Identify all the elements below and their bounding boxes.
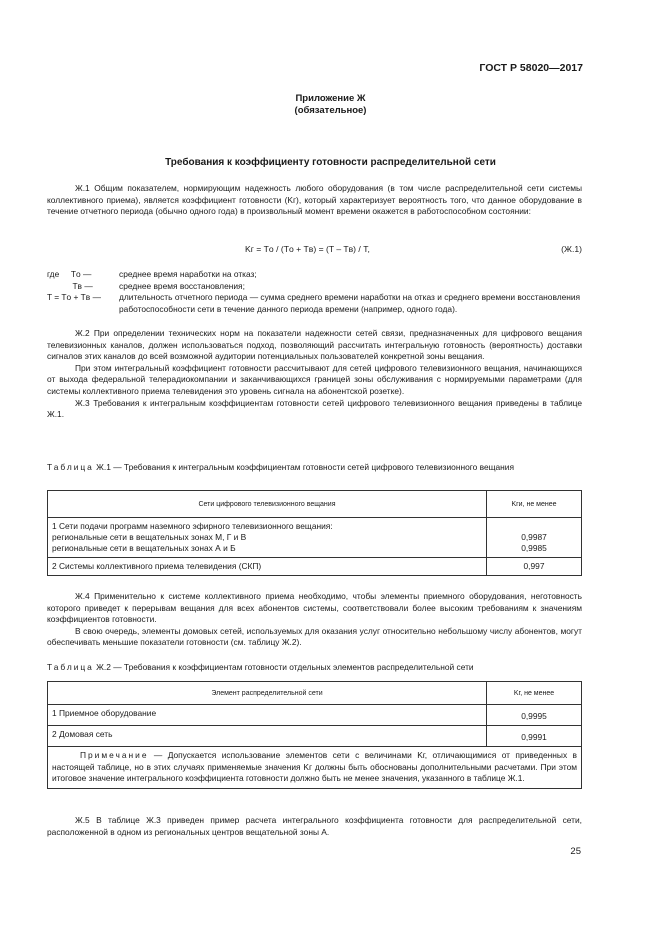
table-cell: 2 Домовая сеть (48, 726, 487, 747)
paragraph-text: Ж.3 Требования к интегральным коэффициентам готовности сетей цифрового телевизионного вещания приведены в таблице Ж.1. (47, 397, 582, 420)
formula-number: (Ж.1) (561, 244, 582, 254)
cell-text: региональные сети в вещательных зонах А и Б (52, 543, 236, 553)
table-cell: 0,997 (487, 558, 582, 576)
definition-symbol: где Tо — (47, 269, 92, 279)
paragraph-text: Ж.1 Общим показателем, нормирующим надежность любого оборудования (в том числе распределительной сети системы коллективного приема), является коэффициент готовности (Kг), который характеризует вероятность того, что данное оборудование в течение отчетного периода (обычно одного года) в произвольный момент времени окажется в работоспособном состоянии: (47, 183, 582, 217)
table-cell: 0,9991 (487, 726, 582, 747)
table1-caption (47, 462, 582, 474)
table-header-row (48, 491, 582, 518)
page-number: 25 (570, 846, 581, 857)
annex-heading (0, 93, 661, 117)
definition-row (47, 269, 582, 281)
formula-expression: Kг = Tо / (Tо + Tв) = (T – Tв) / T, (245, 244, 370, 254)
paragraph-zh1 (47, 183, 582, 218)
definition-row (47, 281, 582, 293)
caption-word: Таблица (47, 662, 94, 672)
note-word: Примечание (80, 750, 149, 760)
definition-symbol: T = Tо + Tв — (47, 292, 101, 303)
definition-text: среднее время наработки на отказ; (119, 269, 257, 279)
column-header: Kг, не менее (487, 682, 582, 705)
table-zh2 (47, 681, 582, 789)
paragraph-zh5 (47, 815, 582, 838)
column-header: Элемент распределительной сети (48, 682, 487, 705)
paragraph-text: В свою очередь, элементы домовых сетей, используемых для оказания услуг относительно небольшому числу абонентов, могут обеспечивать меньшие показатели готовности (см. таблицу Ж.2). (47, 625, 582, 648)
paragraph-zh2 (47, 328, 582, 421)
paragraph-text: При этом интегральный коэффициент готовности рассчитывают для сетей цифрового телевизионного вещания, начинающихся от выхода федеральной телерадиокомпании и заканчивающихся границей зоны обслуживания с нормируемыми параметрами (для системы коллективного приема телевидения это уровень сигнала на абонентской розетке). (47, 362, 582, 396)
table-row (48, 726, 582, 747)
table-row (48, 705, 582, 726)
annex-title: Приложение Ж (295, 93, 366, 104)
cell-text: региональные сети в вещательных зонах М, Г и В (52, 532, 247, 542)
cell-value: 0,9987 (521, 532, 547, 542)
definition-text: среднее время восстановления; (119, 280, 245, 291)
standard-number: ГОСТ Р 58020—2017 (479, 62, 583, 74)
definition-row (47, 292, 582, 315)
table-note-row (48, 747, 582, 789)
definition-symbol: Tв — (47, 280, 93, 291)
table-row (48, 558, 582, 576)
caption-word: Таблица (47, 462, 94, 472)
table-zh1 (47, 490, 582, 576)
note-text (52, 750, 577, 785)
paragraph-zh4 (47, 591, 582, 649)
column-header: Kги, не менее (487, 491, 582, 518)
paragraph-text: Ж.2 При определении технических норм на показатели надежности сетей связи, предназначенных для цифрового вещания телевизионных каналов, должен использоваться подход, позволяющий рассчитать интегральную готовность (вероятность) доставки сигналов этих каналов до всей возможной аудитории потенциальных пользователей конкретной зоны вещания. (47, 328, 582, 362)
definition-text: длительность отчетного периода — сумма среднего времени наработки на отказ и среднего времени восстановления работоспособности сети в течение данного периода времени (например, одного года). (119, 292, 581, 314)
table-cell: 1 Приемное оборудование (48, 705, 487, 726)
column-header: Сети цифрового телевизионного вещания (48, 491, 487, 518)
table2-caption (47, 662, 582, 674)
table-header-row (48, 682, 582, 705)
table-cell: 0,9995 (487, 705, 582, 726)
paragraph-text: Ж.4 Применительно к системе коллективного приема необходимо, чтобы элементы приемного оборудования, неготовность которого приведет к перерывам вещания для всех абонентов системы, соответствовали более высоким требованиям к значениям коэффициентов готовности. (47, 591, 582, 625)
table-cell (487, 518, 582, 558)
annex-status: (обязательное) (294, 105, 367, 116)
section-title: Требования к коэффициенту готовности распределительной сети (165, 157, 496, 168)
table-cell: 2 Системы коллективного приема телевидения (СКП) (48, 558, 487, 576)
cell-value: 0,9985 (521, 543, 547, 553)
formula-definitions (47, 269, 582, 315)
table-row (48, 518, 582, 558)
cell-text: 1 Сети подачи программ наземного эфирного телевизионного вещания: (52, 521, 333, 531)
table-cell (48, 518, 487, 558)
note-body: — Допускается использование элементов сети с величинами Kг, отличающимися от приведенных в настоящей таблице, но в этих случаях применяемые значения Kг должны быть обоснованы дополнительными расчетами. При этом итоговое значение интегрального коэффициента готовности должно быть не менее значения, указанного в таблице Ж.1. (52, 750, 578, 784)
caption-text: Ж.2 — Требования к коэффициентам готовности отдельных элементов распределительной сети (96, 662, 474, 672)
caption-text: Ж.1 — Требования к интегральным коэффициентам готовности сетей цифрового телевизионного вещания (96, 462, 515, 472)
paragraph-text: Ж.5 В таблице Ж.3 приведен пример расчета интегрального коэффициента готовности для распределительной сети, расположенной в одном из региональных центров вещательной зоны А. (47, 815, 582, 837)
table-note (48, 747, 582, 789)
